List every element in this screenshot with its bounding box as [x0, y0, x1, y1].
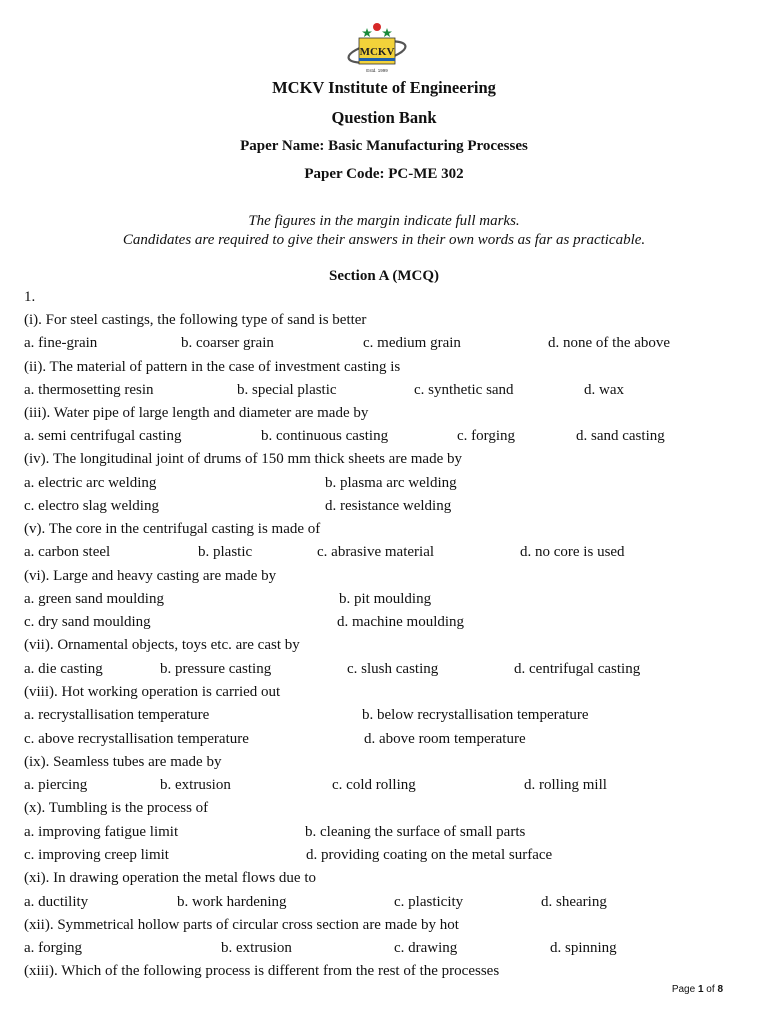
question-text: (x). Tumbling is the process of [24, 800, 209, 816]
option: a. semi centrifugal casting [24, 428, 182, 444]
option: a. improving fatigue limit [24, 824, 179, 840]
option: b. plasma arc welding [325, 475, 457, 491]
question-text: (iv). The longitudinal joint of drums of 150 mm thick sheets are made by [24, 451, 462, 467]
option: d. no core is used [520, 544, 625, 560]
option: a. carbon steel [24, 544, 111, 560]
question-text: (vii). Ornamental objects, toys etc. are cast by [24, 637, 300, 653]
option: c. improving creep limit [24, 847, 169, 863]
logo-text: MCKV [359, 46, 395, 58]
option: d. resistance welding [325, 498, 452, 514]
option: c. cold rolling [332, 777, 416, 793]
question-text: (v). The core in the centrifugal casting is made of [24, 521, 321, 537]
option: b. extrusion [160, 777, 231, 793]
option: c. slush casting [347, 661, 439, 677]
option: b. coarser grain [181, 335, 274, 351]
footer-of: of [703, 984, 718, 995]
option: c. above recrystallisation temperature [24, 731, 249, 747]
option: b. plastic [198, 544, 253, 560]
option: b. pit moulding [339, 591, 432, 607]
option: a. piercing [24, 777, 88, 793]
option: a. forging [24, 940, 83, 956]
option: c. drawing [394, 940, 458, 956]
institute-logo [344, 14, 410, 80]
option: a. fine-grain [24, 335, 98, 351]
option: d. none of the above [548, 335, 671, 351]
institute-name: MCKV Institute of Engineering [272, 78, 496, 97]
instruction-line: Candidates are required to give their answers in their own words as far as practicable. [122, 232, 646, 248]
page-number: 1 [697, 984, 704, 995]
option: a. die casting [24, 661, 103, 677]
option: d. rolling mill [524, 777, 607, 793]
option: a. recrystallisation temperature [24, 707, 210, 723]
option: c. electro slag welding [24, 498, 159, 514]
question-text: (xiii). Which of the following process is different from the rest of the processes [24, 963, 500, 979]
logo-estd: Estd. 1999 [366, 68, 388, 73]
option: c. forging [457, 428, 516, 444]
question-text: (ii). The material of pattern in the case of investment casting is [24, 359, 401, 375]
option: d. providing coating on the metal surface [306, 847, 553, 863]
question-text: (vi). Large and heavy casting are made by [24, 568, 277, 584]
question-text: (iii). Water pipe of large length and diameter are made by [24, 405, 369, 421]
option: d. machine moulding [337, 614, 465, 630]
option: c. medium grain [363, 335, 461, 351]
option: b. below recrystallisation temperature [362, 707, 589, 723]
option: a. thermosetting resin [24, 382, 154, 398]
question-text: (i). For steel castings, the following type of sand is better [24, 312, 367, 328]
question-text: (ix). Seamless tubes are made by [24, 754, 222, 770]
instructions [0, 212, 768, 250]
option: d. above room temperature [364, 731, 526, 747]
option: d. centrifugal casting [514, 661, 641, 677]
option: c. dry sand moulding [24, 614, 151, 630]
option: b. work hardening [177, 894, 287, 910]
paper-code: Paper Code: PC-ME 302 [304, 166, 464, 182]
option: b. continuous casting [261, 428, 389, 444]
page-footer [672, 984, 723, 995]
section-title: Section A (MCQ) [329, 268, 439, 284]
footer-prefix: Page [671, 984, 698, 995]
option: d. shearing [541, 894, 607, 910]
document-title: Question Bank [331, 108, 437, 127]
option: b. special plastic [237, 382, 337, 398]
option: c. synthetic sand [414, 382, 514, 398]
question-number: 1. [24, 289, 36, 305]
question-text: (xi). In drawing operation the metal flows due to [24, 870, 317, 886]
option: c. abrasive material [317, 544, 435, 560]
option: b. extrusion [221, 940, 292, 956]
instruction-line: The figures in the margin indicate full marks. [248, 213, 520, 229]
option: a. electric arc welding [24, 475, 157, 491]
paper-name: Paper Name: Basic Manufacturing Processes [240, 138, 528, 154]
option: c. plasticity [394, 894, 464, 910]
option: a. green sand moulding [24, 591, 164, 607]
option: b. cleaning the surface of small parts [305, 824, 526, 840]
option: d. wax [584, 382, 624, 398]
option: a. ductility [24, 894, 89, 910]
option: b. pressure casting [160, 661, 272, 677]
option: d. spinning [550, 940, 617, 956]
question-text: (viii). Hot working operation is carried out [24, 684, 281, 700]
option: d. sand casting [576, 428, 665, 444]
question-text: (xii). Symmetrical hollow parts of circular cross section are made by hot [24, 917, 459, 933]
page-total: 8 [717, 984, 723, 995]
